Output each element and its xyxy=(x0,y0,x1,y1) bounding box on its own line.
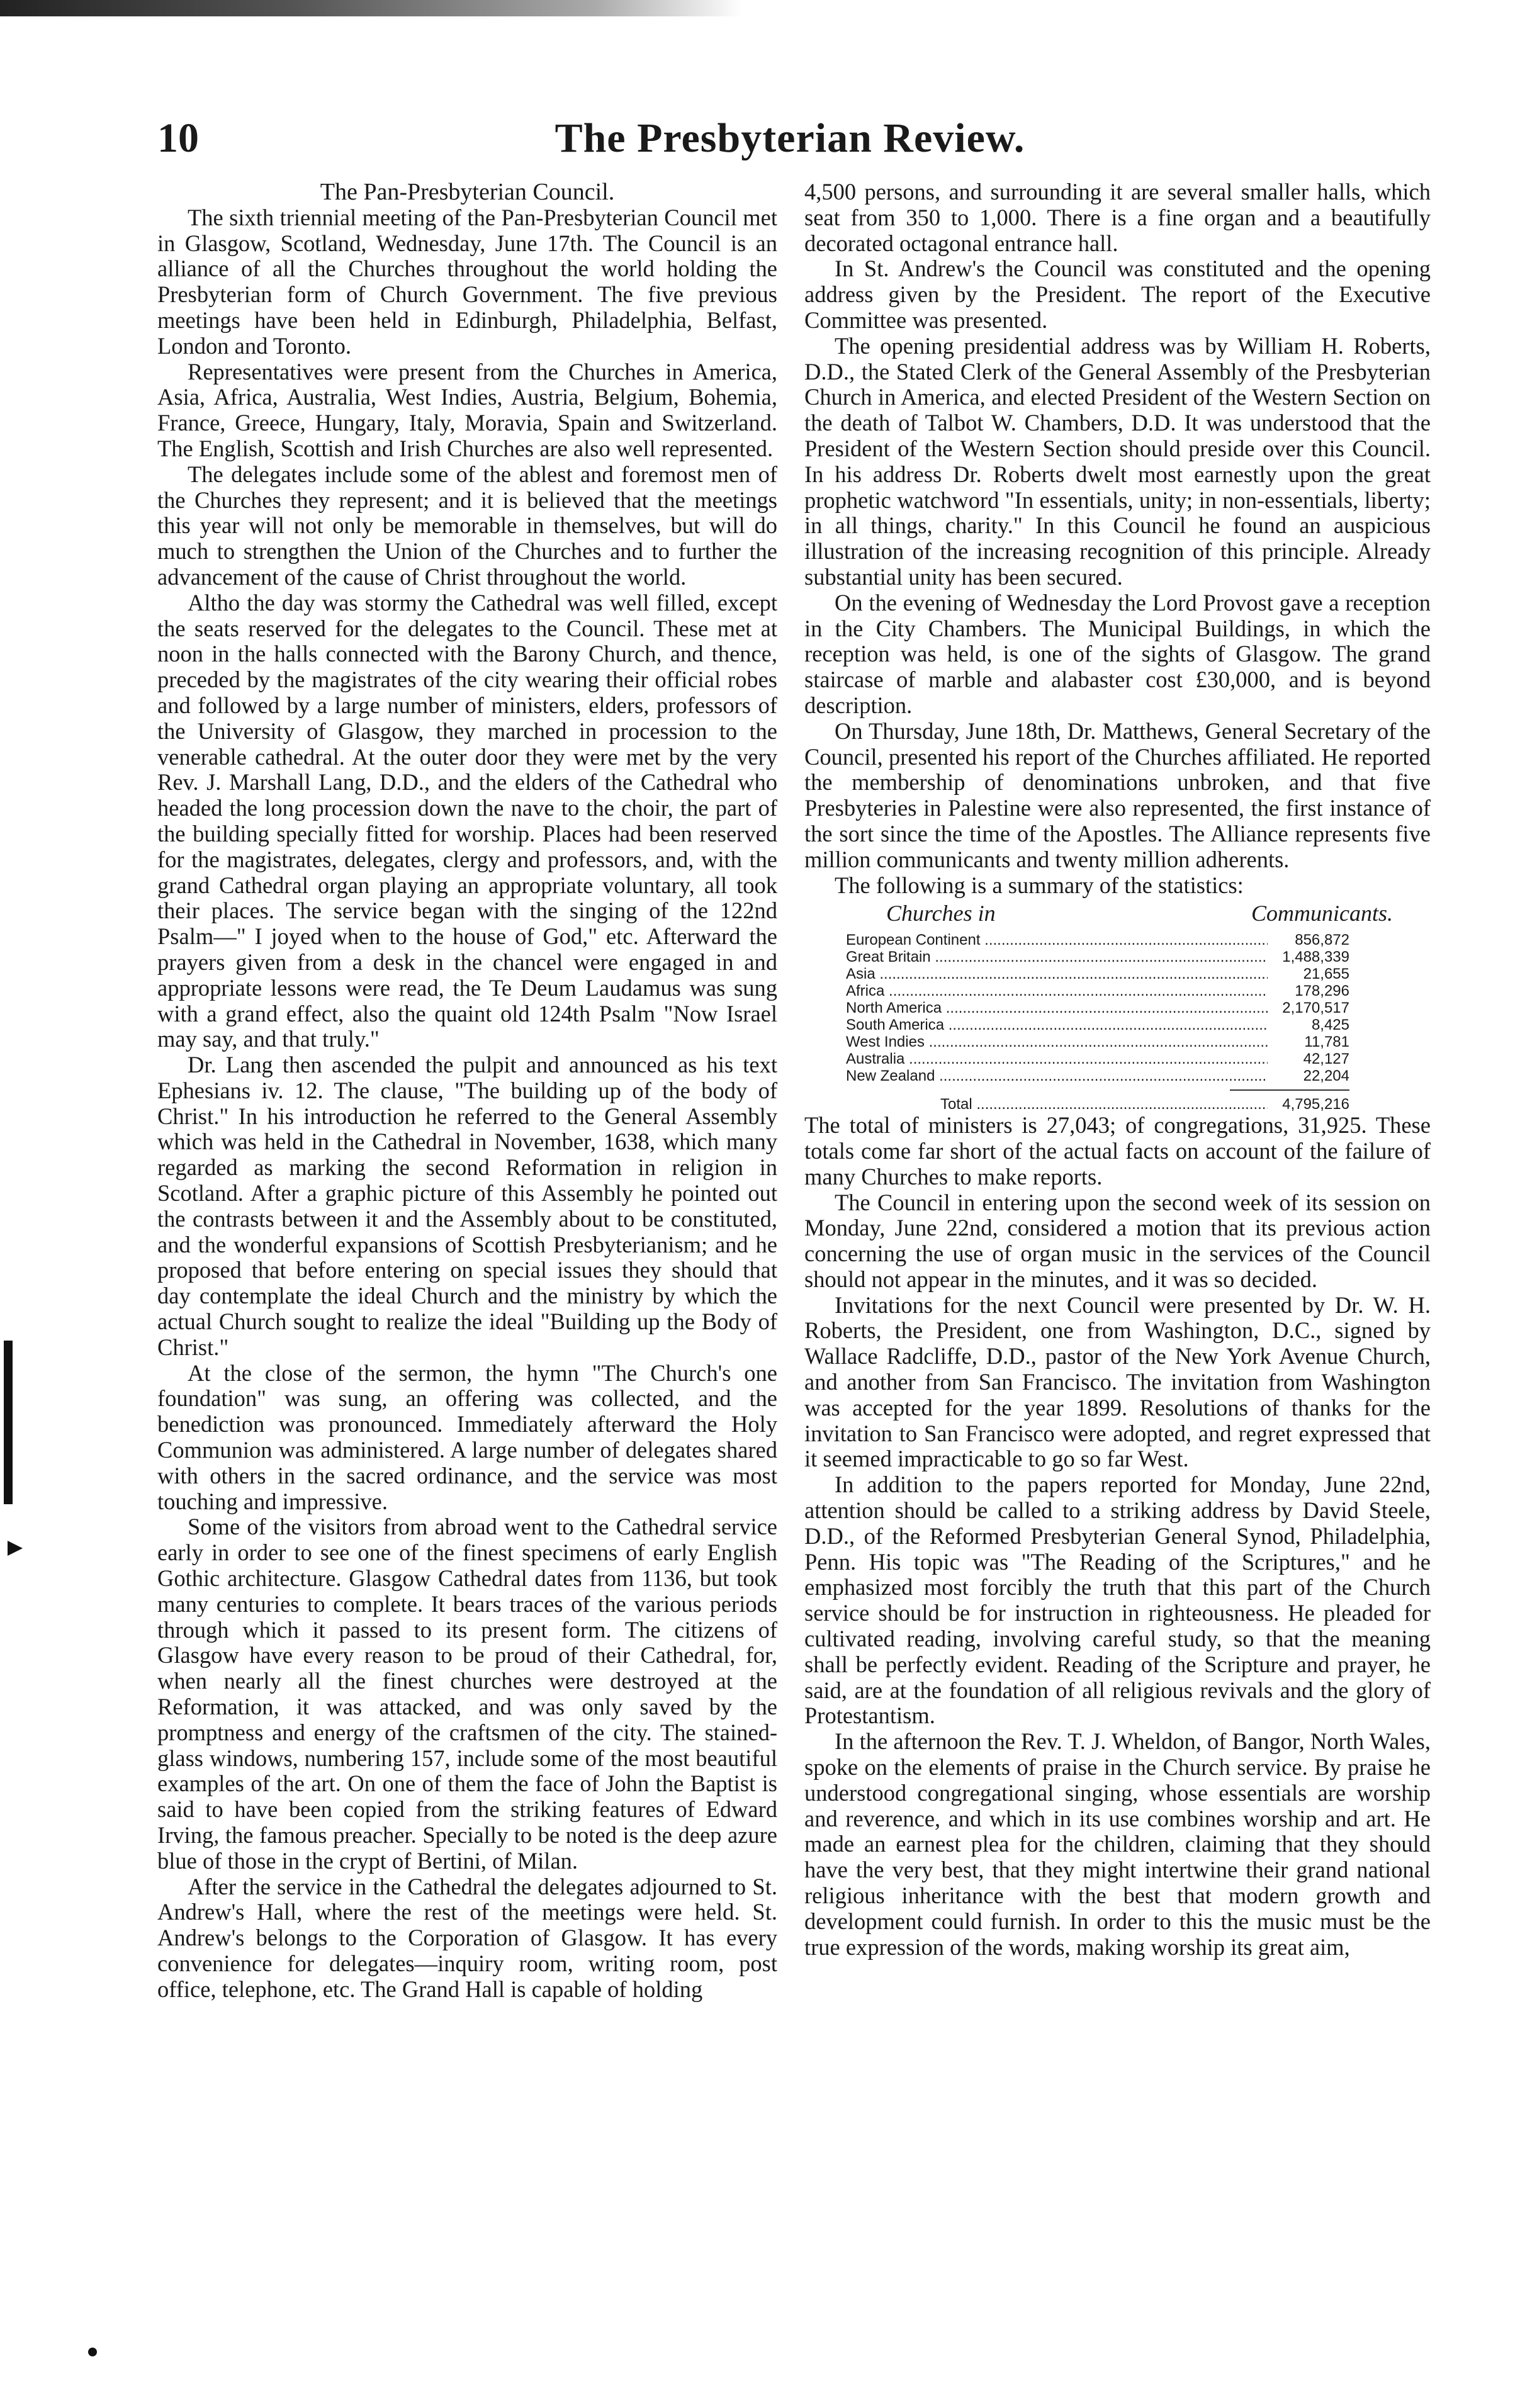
paragraph: On the evening of Wednesday the Lord Provost gave a reception in the City Chambers. The Municipal Buildings, in which the reception was held, is one of the sights of Glasgow. The grand staircase of marble and alabaster cost £30,000, and is beyond description. xyxy=(804,589,1431,718)
table-row xyxy=(846,1050,1349,1067)
paragraph: At the close of the sermon, the hymn "The Church's one foundation" was sung, an offering was collected, and the benediction was pronounced. Immediately afterward the Holy Communion was administered. A large number of delegates shared with others in the sacred ordinance, and the service was most touching and impressive. xyxy=(157,1359,777,1514)
paragraph: Invitations for the next Council were presented by Dr. W. H. Roberts, the President, one from Washington, D.C., signed by Wallace Radcliffe, D.D., pastor of the New York Avenue Church, and another from San Francisco. The invitation from Washington was accepted for the year 1899. Resolutions of thanks for the invitation to San Francisco were adopted, and regret expressed that it seemed impracticable to go so far West. xyxy=(804,1291,1431,1472)
statistics-col-communicants: Communicants. xyxy=(1251,901,1393,926)
paragraph: Some of the visitors from abroad went to the Cathedral service early in order to see one of the finest specimens of early English Gothic architecture. Glasgow Cathedral dates from 1136, but took many centuries to complete. It bears traces of the various periods through which it passed to its present form. The citizens of Glasgow have every reason to be proud of their Cathedral, for, when nearly all the finest churches were destroyed at the Reformation, it was attacked, and was only saved by the promptness and energy of the craftsmen of the city. The stained-glass windows, numbering 157, include some of the most beautiful examples of the art. On one of them the face of John the Baptist is said to have been copied from the striking features of Edward Irving, the famous preacher. Specially to be noted is the deep azure blue of those in the crypt of Bertini, of Milan. xyxy=(157,1514,777,1874)
page-number: 10 xyxy=(157,115,199,161)
table-row xyxy=(846,1033,1349,1050)
scan-margin-mark xyxy=(4,1341,13,1504)
scan-margin-bullet xyxy=(88,2348,97,2356)
paragraph: The sixth triennial meeting of the Pan-Presbyterian Council met in Glasgow, Scotland, Wednesday, June 17th. The Council is an alliance of all the Churches throughout the world holding the Presbyterian form of Church Government. The five previous meetings have been held in Edinburgh, Philadelphia, Belfast, London and Toronto. xyxy=(157,204,777,359)
page-header xyxy=(157,115,1422,171)
paragraph: In the afternoon the Rev. T. J. Wheldon, of Bangor, North Wales, spoke on the elements of praise in the Church service. By praise he understood congregational singing, whose essentials are worship and reverence, and which in its use combines worship and art. He made an earnest plea for the children, claiming that they should have the very best, that they might intertwine their grand national religious inheritance with the best that modern growth and development could furnish. In order to this the music must be the true expression of the words, making worship its great aim, xyxy=(804,1728,1431,1960)
stat-value: 1,488,339 xyxy=(1282,948,1349,966)
paragraph: 4,500 persons, and surrounding it are several smaller halls, which seat from 350 to 1,000. There is a fine organ and a beautifully decorated octagonal entrance hall. xyxy=(804,179,1431,256)
stat-value: 8,425 xyxy=(1311,1016,1349,1034)
paragraph: On Thursday, June 18th, Dr. Matthews, General Secretary of the Council, presented his report of the Churches affiliated. He reported the membership of denominations unbroken, and that five Presbyteries in Palestine were also represented, the first instance of the sort since the time of the Apostles. The Alliance represents five million communicants and twenty million adherents. xyxy=(804,717,1431,872)
stat-region: Australia ..... xyxy=(846,1050,1268,1067)
table-row xyxy=(846,948,1349,965)
stat-value: 21,655 xyxy=(1303,965,1349,983)
total-row xyxy=(846,1096,1349,1113)
table-row xyxy=(846,931,1349,948)
stat-region: Great Britain ..... xyxy=(846,948,1268,965)
stat-region: South America ..... xyxy=(846,1016,1268,1033)
table-row xyxy=(846,1067,1349,1084)
article-title: The Pan-Presbyterian Council. xyxy=(320,179,615,205)
paragraph: The Council in entering upon the second week of its session on Monday, June 22nd, considered a motion that its previous action concerning the use of organ music in the services of the Council should not appear in the minutes, and it was so decided. xyxy=(804,1189,1431,1292)
left-column xyxy=(157,179,777,2003)
stat-value: 11,781 xyxy=(1304,1033,1349,1051)
stat-region: Asia ..... xyxy=(846,965,1268,982)
paragraph: The total of ministers is 27,043; of congregations, 31,925. These totals come far short of the actual facts on account of the failure of many Churches to make reports. xyxy=(804,1112,1431,1190)
statistics-header xyxy=(804,898,1431,931)
paragraph: Altho the day was stormy the Cathedral was well filled, except the seats reserved for the delegates to the Council. These met at noon in the halls connected with the Barony Church, and thence, preceded by the magistrates of the city wearing their official robes and followed by a large number of ministers, elders, professors of the University of Glasgow, they marched in procession to the venerable cathedral. At the outer door they were met by the very Rev. J. Marshall Lang, D.D., and the elders of the Cathedral who headed the long procession down the nave to the choir, the part of the building specially fitted for worship. Places had been reserved for the magistrates, delegates, clergy and professors, and, with the grand Cathedral organ playing an appropriate voluntary, all took their places. The service began with the singing of the 122nd Psalm—" I joyed when to the house of God," etc. Afterward the prayers given from a desk in the chancel were engaged in and appropriate lessons were read, the Te Deum Laudamus was sung with a grand effect, also the quaint old 124th Psalm "Now Israel may say, and that truly." xyxy=(157,589,777,1052)
paragraph: Representatives were present from the Churches in America, Asia, Africa, Australia, West Indies, Austria, Belgium, Bohemia, France, Greece, Hungary, Italy, Moravia, Spain and Switzerland. The English, Scottish and Irish Churches are also well represented. xyxy=(157,358,777,461)
stat-value: 22,204 xyxy=(1303,1067,1349,1085)
table-row xyxy=(846,999,1349,1016)
stat-value: 42,127 xyxy=(1303,1050,1349,1068)
scan-margin-arrow xyxy=(8,1541,23,1556)
journal-title: The Presbyterian Review. xyxy=(555,115,1025,161)
paragraph: Dr. Lang then ascended the pulpit and announced as his text Ephesians iv. 12. The clause, "The building up of the body of Christ." In his introduction he referred to the General Assembly which was held in the Cathedral in November, 1638, which many regarded as marking the second Reformation in religion in Scotland. After a graphic picture of this Assembly he pointed out the contrasts between it and the Assembly about to be constituted, and the wonderful expansions of Scottish Presbyterianism; and he proposed that before entering on special issues they should that day contemplate the ideal Church and the ministry by which the actual Church sought to realize the ideal "Building up the Body of Christ." xyxy=(157,1052,777,1360)
stat-value: 2,170,517 xyxy=(1282,999,1349,1017)
table-row xyxy=(846,1016,1349,1033)
scan-edge-band xyxy=(0,0,743,16)
stat-region: New Zealand ..... xyxy=(846,1067,1268,1084)
stat-region: Africa ..... xyxy=(846,982,1268,999)
total-rule xyxy=(1230,1089,1349,1091)
paragraph: The opening presidential address was by William H. Roberts, D.D., the Stated Clerk of the General Assembly of the Presbyterian Church in America, and elected President of the Western Section on the death of Talbot W. Chambers, D.D. It was understood that the President of the Western Section should preside over this Council. In his address Dr. Roberts dwelt most earnestly upon the great prophetic watchword "In essentials, unity; in non-essentials, liberty; in all things, charity." In this Council he found an auspicious illustration of the increasing recognition of this principle. Already substantial unity has been secured. xyxy=(804,332,1431,590)
stat-region: European Continent ..... xyxy=(846,931,1268,948)
paragraph: In addition to the papers reported for Monday, June 22nd, attention should be called to a striking address by David Steele, D.D., of the Reformed Presbyterian General Synod, Philadelphia, Penn. His topic was "The Reading of the Scriptures," and he emphasized most forcibly the truth that this part of the Church service should be for instruction in righteousness. He pleaded for cultivated reading, involving careful study, so that the meaning shall be perfectly evident. Reading of the Scripture and prayer, he said, are at the foundation of all religious revivals and the glory of Protestantism. xyxy=(804,1471,1431,1729)
stat-value: 856,872 xyxy=(1295,931,1349,949)
paragraph: After the service in the Cathedral the delegates adjourned to St. Andrew's Hall, where the rest of the meetings were held. St. Andrew's belongs to the Corporation of Glasgow. It has every convenience for delegates—inquiry room, writing room, post office, telephone, etc. The Grand Hall is capable of holding xyxy=(157,1873,777,2002)
paragraph: In St. Andrew's the Council was constituted and the opening address given by the President. The report of the Executive Committee was presented. xyxy=(804,256,1431,333)
statistics-col-churches: Churches in xyxy=(886,901,996,926)
stat-value: 178,296 xyxy=(1295,982,1349,1000)
stat-region: North America ..... xyxy=(846,999,1268,1016)
stat-total-label: Total ..... xyxy=(940,1096,1268,1113)
stat-region: West Indies ..... xyxy=(846,1033,1268,1050)
paragraph: The following is a summary of the statistics: xyxy=(835,872,1244,898)
statistics-table xyxy=(846,931,1349,1113)
stat-total-value: 4,795,216 xyxy=(1282,1096,1349,1113)
table-row xyxy=(846,965,1349,982)
paragraph: The delegates include some of the ablest and foremost men of the Churches they represent; and it is believed that the meetings this year will not only be memorable in themselves, but will do much to strengthen the Union of the Churches and to further the advancement of the cause of Christ throughout the world. xyxy=(157,461,777,590)
table-row xyxy=(846,982,1349,999)
right-column xyxy=(804,179,1431,1960)
